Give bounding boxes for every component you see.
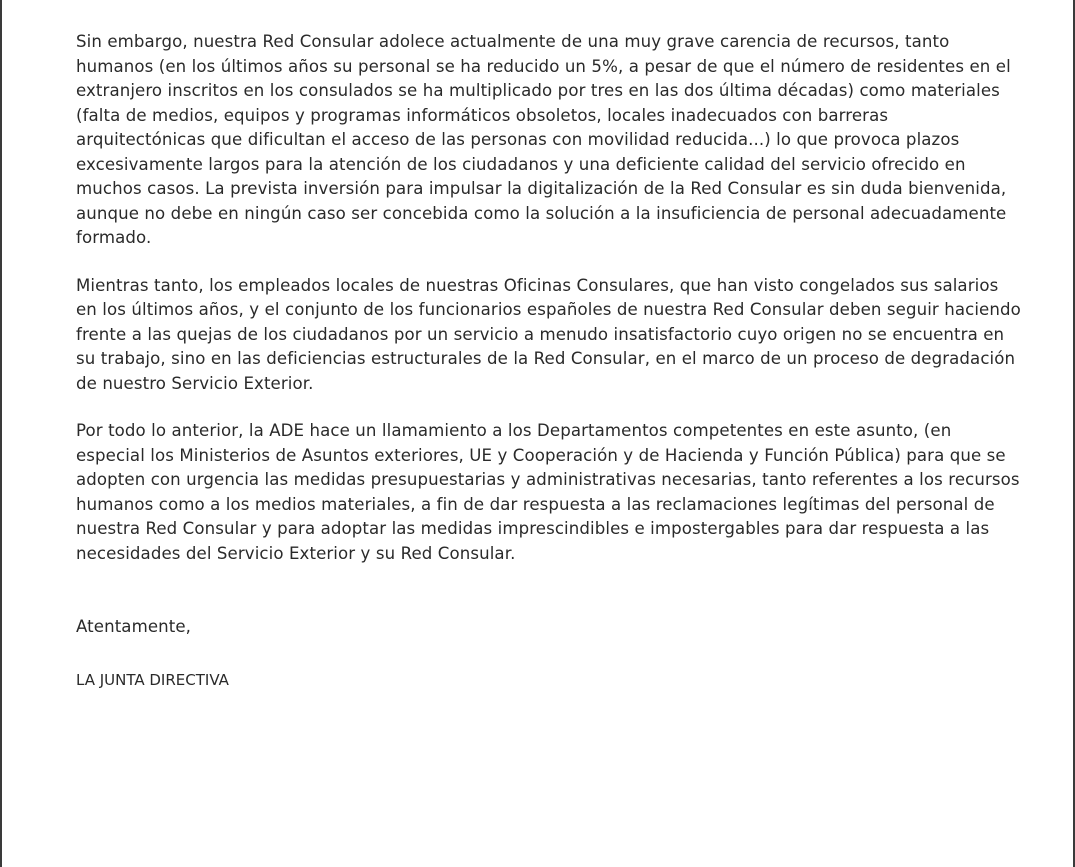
- paragraph-resources: Sin embargo, nuestra Red Consular adolece actualmente de una muy grave carencia de recursos, tanto humanos (en los últimos años su personal se ha reducido un 5%, a pesar de que el número de residentes en el extranjero inscritos en los consulados se ha multiplicado por tres en las dos última décadas) como materiales (falta de medios, equipos y programas informáticos obsoletos, locales inadecuados con barreras arquitectónicas que dificultan el acceso de las personas con movilidad reducida...) lo que provoca plazos excesivamente largos para la atención de los ciudadanos y una deficiente calidad del servicio ofrecido en muchos casos. La prevista inversión para impulsar la digitalización de la Red Consular es sin duda bienvenida, aunque no debe en ningún caso ser concebida como la solución a la insuficiencia de personal adecuadamente formado.: [76, 32, 1011, 247]
- closing-salutation: Atentamente,: [76, 617, 192, 636]
- signature: LA JUNTA DIRECTIVA: [76, 670, 229, 689]
- paragraph-appeal: Por todo lo anterior, la ADE hace un llamamiento a los Departamentos competentes en este asunto, (en especial los Ministerios de Asuntos exteriores, UE y Cooperación y de Hacienda y Función Pública) para que se adopten con urgencia las medidas presupuestarias y administrativas necesarias, tanto referentes a los recursos humanos como a los medios materiales, a fin de dar respuesta a las reclamaciones legítimas del personal de nuestra Red Consular y para adoptar las medidas imprescindibles e impostergables para dar respuesta a las necesidades del Servicio Exterior y su Red Consular.: [76, 421, 1020, 563]
- paragraph-local-staff: Mientras tanto, los empleados locales de nuestras Oficinas Consulares, que han visto congelados sus salarios en los últimos años, y el conjunto de los funcionarios españoles de nuestra Red Consular deben seguir haciendo frente a las quejas de los ciudadanos por un servicio a menudo insatisfactorio cuyo origen no se encuentra en su trabajo, sino en las deficiencias estructurales de la Red Consular, en el marco de un proceso de degradación de nuestro Servicio Exterior.: [76, 275, 1021, 393]
- letter-body: [76, 30, 1021, 692]
